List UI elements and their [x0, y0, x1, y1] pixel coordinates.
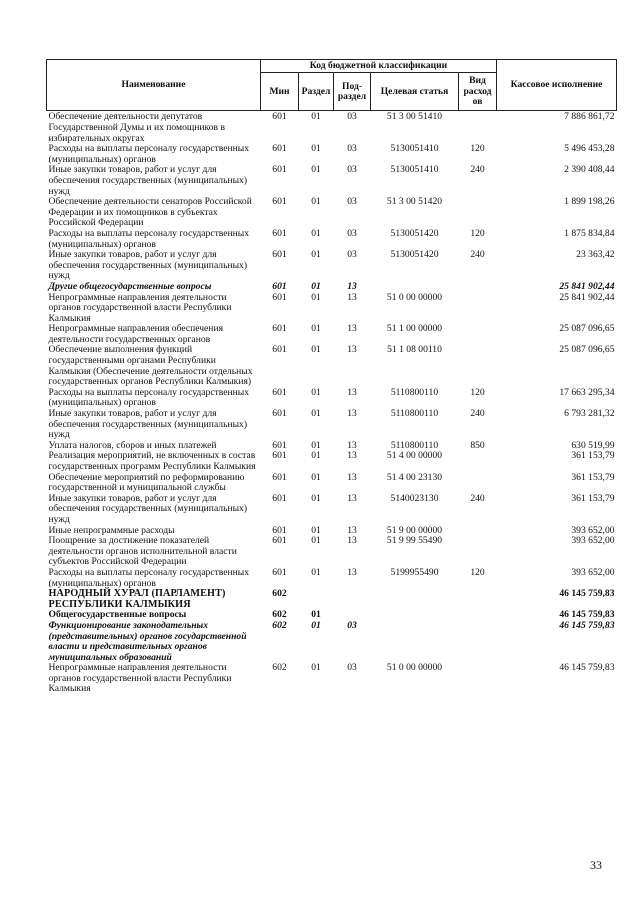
cell-vid-rashodov	[459, 345, 497, 387]
cell-podrazdel: 03	[347, 196, 357, 208]
cell-naimenovanie: Иные непрограммные расходы	[48, 524, 175, 536]
cell-kassovoe-ispolnenie: 25 087 096,65	[559, 344, 615, 356]
cell-naimenovanie: Непрограммные направления деятельности органов государственной власти Республики Калмыкия	[48, 662, 232, 695]
header-naimenovanie: Наименование	[47, 60, 261, 111]
cell-min: 601	[272, 439, 287, 451]
table-row	[47, 229, 617, 250]
cell-vid-rashodov	[459, 621, 497, 663]
table-row	[47, 250, 617, 282]
cell-celevaya-statya: 51 4 00 00000	[386, 450, 443, 462]
cell-podrazdel: 13	[347, 524, 357, 536]
cell-naimenovanie: Другие общегосударственные вопросы	[48, 280, 212, 292]
cell-kassovoe-ispolnenie: 361 153,79	[571, 471, 615, 483]
cell-naimenovanie: Иные закупки товаров, работ и услуг для обеспечения государственных (муниципальных) нужд	[48, 408, 248, 441]
cell-vid-rashodov: 240	[470, 249, 485, 261]
cell-razdel: 01	[311, 143, 321, 155]
cell-kassovoe-ispolnenie: 393 652,00	[571, 524, 615, 536]
cell-podrazdel: 03	[347, 111, 357, 123]
cell-podrazdel: 13	[347, 386, 357, 398]
table-header	[47, 60, 617, 111]
cell-kassovoe-ispolnenie: 46 145 759,83	[559, 588, 615, 600]
cell-razdel: 01	[311, 323, 321, 335]
cell-razdel	[299, 589, 334, 610]
table-row	[47, 621, 617, 663]
cell-celevaya-statya: 51 3 00 51420	[386, 196, 443, 208]
cell-podrazdel: 03	[347, 143, 357, 155]
cell-naimenovanie: Обеспечение деятельности сенаторов Российской Федерации и их помощников в субъектах Российской Федерации	[48, 196, 252, 229]
cell-celevaya-statya	[371, 282, 459, 293]
cell-min: 601	[272, 524, 287, 536]
cell-podrazdel: 13	[347, 450, 357, 462]
cell-min: 602	[272, 609, 287, 621]
cell-min: 601	[272, 323, 287, 335]
cell-kassovoe-ispolnenie: 361 153,79	[571, 492, 615, 504]
cell-celevaya-statya: 51 9 99 55490	[386, 535, 443, 547]
cell-razdel: 01	[311, 280, 321, 292]
cell-vid-rashodov	[459, 111, 497, 144]
cell-razdel: 01	[311, 111, 321, 123]
cell-podrazdel: 03	[347, 619, 357, 631]
cell-min: 601	[272, 196, 287, 208]
cell-vid-rashodov: 240	[470, 408, 485, 420]
cell-razdel: 01	[311, 408, 321, 420]
cell-razdel: 01	[311, 619, 321, 631]
table-row	[47, 409, 617, 441]
table-row	[47, 111, 617, 144]
cell-celevaya-statya: 51 9 00 00000	[386, 524, 443, 536]
header-min: Мин	[261, 73, 299, 111]
cell-razdel: 01	[311, 344, 321, 356]
cell-kassovoe-ispolnenie: 5 496 453,28	[564, 143, 615, 155]
cell-min: 601	[272, 164, 287, 176]
table-row	[47, 324, 617, 345]
cell-razdel: 01	[311, 566, 321, 578]
cell-podrazdel: 03	[347, 662, 357, 674]
header-podrazdel: Под-раздел	[334, 73, 371, 111]
cell-naimenovanie: Иные закупки товаров, работ и услуг для обеспечения государственных (муниципальных) нужд	[48, 492, 248, 525]
cell-vid-rashodov	[459, 451, 497, 472]
cell-celevaya-statya: 5130051410	[390, 164, 439, 176]
table-row	[47, 663, 617, 695]
cell-celevaya-statya: 51 1 08 00110	[387, 344, 442, 356]
cell-vid-rashodov	[459, 197, 497, 229]
cell-kassovoe-ispolnenie: 46 145 759,83	[559, 609, 615, 621]
cell-razdel: 01	[311, 609, 321, 621]
cell-podrazdel: 13	[347, 323, 357, 335]
table-row	[47, 494, 617, 526]
cell-vid-rashodov	[459, 536, 497, 568]
cell-min: 601	[272, 471, 287, 483]
cell-min: 602	[272, 662, 287, 674]
cell-razdel: 01	[311, 535, 321, 547]
table-body	[47, 111, 617, 695]
cell-vid-rashodov	[459, 663, 497, 695]
cell-celevaya-statya: 5130051420	[390, 249, 439, 261]
cell-kassovoe-ispolnenie: 46 145 759,83	[559, 619, 615, 631]
cell-min: 601	[272, 227, 287, 239]
cell-vid-rashodov	[459, 589, 497, 610]
cell-podrazdel: 13	[347, 535, 357, 547]
cell-vid-rashodov: 120	[470, 143, 485, 155]
cell-kassovoe-ispolnenie: 630 519,99	[571, 439, 615, 451]
cell-min: 601	[272, 408, 287, 420]
cell-kassovoe-ispolnenie: 23 363,42	[576, 249, 615, 261]
cell-celevaya-statya: 51 0 00 00000	[386, 291, 443, 303]
cell-celevaya-statya: 5110800110	[390, 439, 439, 451]
cell-celevaya-statya: 51 0 00 00000	[386, 662, 443, 674]
cell-naimenovanie: Расходы на выплаты персоналу государственных (муниципальных) органов	[48, 386, 250, 409]
cell-razdel: 01	[311, 524, 321, 536]
cell-razdel: 01	[311, 492, 321, 504]
cell-razdel: 01	[311, 164, 321, 176]
cell-podrazdel	[334, 589, 371, 610]
cell-vid-rashodov: 850	[470, 439, 485, 451]
cell-naimenovanie: Расходы на выплаты персоналу государственных (муниципальных) органов	[48, 143, 250, 165]
cell-min: 601	[272, 450, 287, 462]
cell-min: 601	[272, 386, 287, 398]
cell-podrazdel: 13	[347, 291, 357, 303]
cell-celevaya-statya: 5130051410	[390, 143, 439, 155]
cell-podrazdel: 03	[347, 249, 357, 261]
cell-celevaya-statya: 51 3 00 51410	[386, 111, 443, 123]
cell-celevaya-statya: 5140023130	[390, 492, 439, 504]
table-row	[47, 451, 617, 472]
cell-vid-rashodov	[459, 526, 497, 537]
cell-vid-rashodov	[459, 610, 497, 621]
cell-min: 601	[272, 492, 287, 504]
cell-razdel: 01	[311, 471, 321, 483]
cell-naimenovanie: Иные закупки товаров, работ и услуг для обеспечения государственных (муниципальных) нужд	[48, 249, 248, 282]
cell-celevaya-statya	[371, 621, 459, 663]
cell-vid-rashodov	[459, 324, 497, 345]
cell-kassovoe-ispolnenie: 393 652,00	[571, 566, 615, 578]
cell-razdel: 01	[311, 249, 321, 261]
table-row	[47, 345, 617, 387]
cell-naimenovanie: Реализация мероприятий, не включенных в состав государственных программ Республики Калмыкия	[48, 450, 256, 472]
cell-kassovoe-ispolnenie: 393 652,00	[571, 535, 615, 547]
cell-podrazdel: 13	[347, 471, 357, 483]
cell-kassovoe-ispolnenie: 361 153,79	[571, 450, 615, 462]
cell-min: 601	[272, 291, 287, 303]
cell-naimenovanie: Уплата налогов, сборов и иных платежей	[48, 439, 217, 451]
cell-min: 601	[272, 143, 287, 155]
cell-podrazdel: 03	[347, 164, 357, 176]
table-row	[47, 282, 617, 293]
cell-kassovoe-ispolnenie: 1 875 834,84	[564, 227, 615, 239]
cell-vid-rashodov: 120	[470, 227, 485, 239]
table-row	[47, 536, 617, 568]
cell-naimenovanie: Поощрение за достижение показателей деятельности органов исполнительной власти субъектов Российской Федерации	[48, 535, 237, 568]
cell-razdel: 01	[311, 227, 321, 239]
cell-kassovoe-ispolnenie: 46 145 759,83	[559, 662, 615, 674]
cell-naimenovanie: Расходы на выплаты персоналу государственных (муниципальных) органов	[48, 566, 250, 589]
table-row	[47, 589, 617, 610]
cell-podrazdel: 13	[347, 344, 357, 356]
cell-vid-rashodov: 240	[470, 164, 485, 176]
table-row	[47, 293, 617, 325]
cell-razdel: 01	[311, 196, 321, 208]
table-row	[47, 388, 617, 409]
cell-podrazdel: 13	[347, 492, 357, 504]
header-razdel: Раздел	[299, 73, 334, 111]
cell-kassovoe-ispolnenie: 1 899 198,26	[564, 196, 615, 208]
cell-kassovoe-ispolnenie: 6 793 281,32	[564, 408, 615, 420]
cell-min: 601	[272, 535, 287, 547]
cell-naimenovanie: Обеспечение деятельности депутатов Государственной Думы и их помощников в избирательных округах	[48, 111, 225, 144]
cell-naimenovanie: Обеспечение выполнения функций государственными органами Республики Калмыкия (Обеспечение деятельности отдельных государственных органов Республики Калмыкия)	[48, 344, 253, 388]
cell-naimenovanie: Функционирование законодательных (представительных) органов государственной власти и представительных органов муниципальных образований	[48, 619, 247, 663]
cell-naimenovanie: Общегосударственные вопросы	[48, 609, 187, 621]
cell-kassovoe-ispolnenie: 7 886 861,72	[564, 111, 615, 123]
cell-celevaya-statya	[371, 589, 459, 610]
cell-naimenovanie: Непрограммные направления обеспечения деятельности государственных органов	[48, 323, 223, 345]
table-row	[47, 144, 617, 165]
cell-min: 601	[272, 566, 287, 578]
cell-vid-rashodov: 240	[470, 492, 485, 504]
cell-naimenovanie: Непрограммные направления деятельности органов государственной власти Республики Калмыкия	[48, 291, 232, 324]
cell-celevaya-statya: 5110800110	[390, 408, 439, 420]
cell-kassovoe-ispolnenie: 25 841 902,44	[559, 291, 615, 303]
header-vid-rashodov: Вид расход ов	[459, 73, 497, 111]
cell-celevaya-statya: 5199955490	[390, 566, 439, 578]
cell-razdel: 01	[311, 662, 321, 674]
cell-kassovoe-ispolnenie: 25 841 902,44	[559, 280, 615, 292]
cell-min: 602	[272, 619, 287, 631]
cell-vid-rashodov: 120	[470, 566, 485, 578]
cell-naimenovanie: Обеспечение мероприятий по реформированию государственной и муниципальной службы	[48, 471, 245, 494]
cell-vid-rashodov	[459, 282, 497, 293]
cell-min: 601	[272, 111, 287, 123]
header-kassovoe-ispolnenie: Кассовое исполнение	[497, 60, 617, 111]
cell-podrazdel: 13	[347, 566, 357, 578]
cell-celevaya-statya: 51 1 00 00000	[386, 323, 443, 335]
budget-table	[46, 59, 617, 695]
cell-naimenovanie: Расходы на выплаты персоналу государственных (муниципальных) органов	[48, 227, 250, 250]
page-number: 33	[590, 858, 602, 872]
cell-vid-rashodov	[459, 473, 497, 494]
cell-razdel: 01	[311, 450, 321, 462]
table-row	[47, 473, 617, 494]
cell-kassovoe-ispolnenie: 17 663 295,34	[559, 386, 615, 398]
cell-vid-rashodov: 120	[470, 386, 485, 398]
cell-podrazdel: 13	[347, 280, 357, 292]
table-row	[47, 197, 617, 229]
cell-min: 601	[272, 249, 287, 261]
cell-podrazdel: 13	[347, 408, 357, 420]
cell-podrazdel: 13	[347, 439, 357, 451]
cell-min: 601	[272, 344, 287, 356]
cell-celevaya-statya	[371, 610, 459, 621]
cell-razdel: 01	[311, 291, 321, 303]
table-row	[47, 165, 617, 197]
cell-min: 602	[272, 588, 287, 600]
cell-naimenovanie: Иные закупки товаров, работ и услуг для обеспечения государственных (муниципальных) нужд	[48, 164, 248, 197]
cell-naimenovanie: НАРОДНЫЙ ХУРАЛ (ПАРЛАМЕНТ) РЕСПУБЛИКИ КАЛМЫКИЯ	[48, 588, 226, 610]
header-kod-klassifikacii: Код бюджетной классификации	[261, 60, 497, 73]
header-celevaya-statya: Целевая статья	[371, 73, 459, 111]
cell-min: 601	[272, 280, 287, 292]
cell-celevaya-statya: 5110800110	[390, 386, 439, 398]
cell-celevaya-statya: 5130051420	[390, 227, 439, 239]
cell-kassovoe-ispolnenie: 25 087 096,65	[559, 323, 615, 335]
cell-razdel: 01	[311, 439, 321, 451]
cell-vid-rashodov	[459, 293, 497, 325]
cell-podrazdel: 03	[347, 227, 357, 239]
table-row	[47, 568, 617, 589]
cell-celevaya-statya: 51 4 00 23130	[386, 471, 443, 483]
cell-razdel: 01	[311, 386, 321, 398]
cell-kassovoe-ispolnenie: 2 390 408,44	[564, 164, 615, 176]
